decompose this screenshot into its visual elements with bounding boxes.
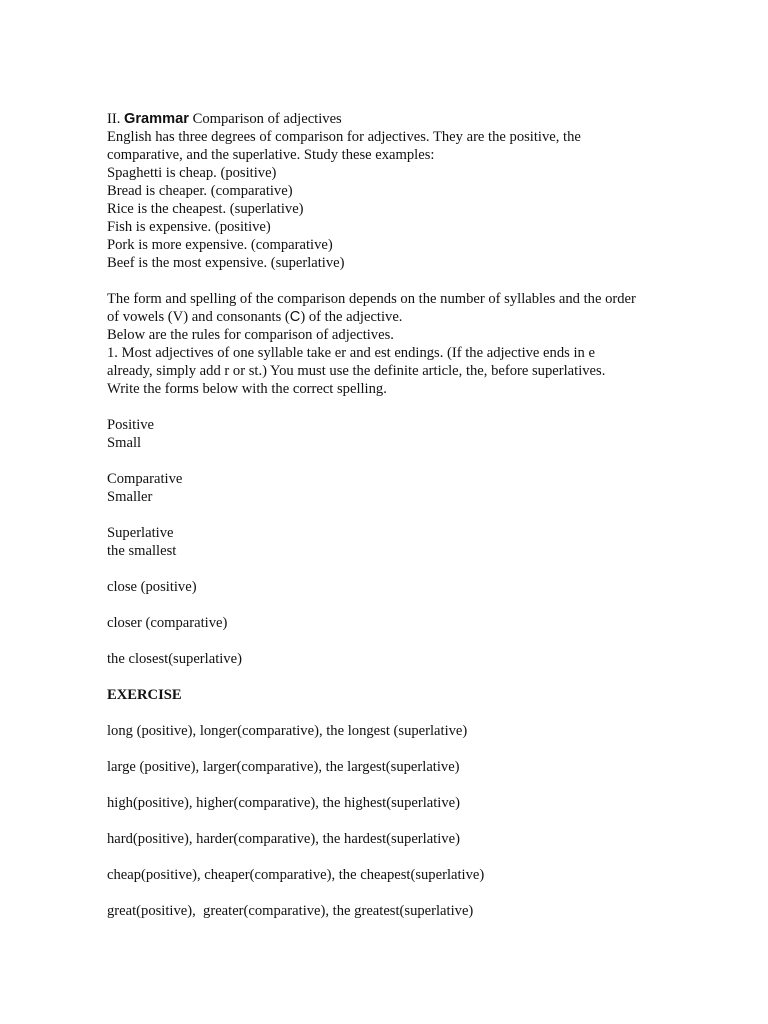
spacer [107,848,667,866]
section-heading [107,110,667,128]
document-page [107,110,667,920]
example-line: Pork is more expensive. (comparative) [107,237,333,253]
spacer [107,740,667,758]
rules-line: 1. Most adjectives of one syllable take er and est endings. (If the adjective ends in e [107,345,595,361]
example-line: Spaghetti is cheap. (positive) [107,165,277,181]
exercise-item: high(positive), higher(comparative), the highest(superlative) [107,795,460,811]
heading-bold-word: Grammar [124,111,189,127]
exercise-item: great(positive), greater(comparative), the greatest(superlative) [107,903,474,919]
superlative-value: the smallest [107,543,177,559]
exercise-title: EXERCISE [107,687,182,703]
spacer [107,272,667,290]
spacer [107,632,667,650]
rules-line: already, simply add r or st.) You must use the definite article, the, before superlatives. [107,363,606,379]
example-line: Rice is the cheapest. (superlative) [107,201,304,217]
rules-line2-c: C [289,309,301,325]
intro-line: English has three degrees of comparison for adjectives. They are the positive, the [107,129,581,145]
rules-line: The form and spelling of the comparison depends on the number of syllables and the order [107,291,636,307]
close-form-line: closer (comparative) [107,615,228,631]
exercise-item: large (positive), larger(comparative), the largest(superlative) [107,759,460,775]
rules-line: Below are the rules for comparison of adjectives. [107,327,394,343]
spacer [107,560,667,578]
comparative-value: Smaller [107,489,153,505]
heading-rest: Comparison of adjectives [188,111,342,127]
close-form-line: close (positive) [107,579,197,595]
spacer [107,452,667,470]
exercise-item: hard(positive), harder(comparative), the hardest(superlative) [107,831,460,847]
example-line: Fish is expensive. (positive) [107,219,271,235]
spacer [107,812,667,830]
spacer [107,668,667,686]
spacer [107,884,667,902]
spacer [107,398,667,416]
rules-line: Write the forms below with the correct spelling. [107,381,387,397]
close-form-line: the closest(superlative) [107,651,242,667]
heading-prefix: II. [107,111,125,127]
rules-line2-suffix: ) of the adjective. [300,309,403,325]
positive-label: Positive [107,417,155,433]
spacer [107,704,667,722]
example-line: Bread is cheaper. (comparative) [107,183,293,199]
superlative-label: Superlative [107,525,174,541]
exercise-item: long (positive), longer(comparative), the longest (superlative) [107,723,468,739]
comparative-label: Comparative [107,471,183,487]
spacer [107,776,667,794]
spacer [107,506,667,524]
intro-line: comparative, and the superlative. Study these examples: [107,147,435,163]
spacer [107,596,667,614]
rules-line [107,308,667,326]
example-line: Beef is the most expensive. (superlative) [107,255,345,271]
rules-line2-prefix: of vowels (V) and consonants ( [107,309,290,325]
positive-value: Small [107,435,142,451]
exercise-item: cheap(positive), cheaper(comparative), the cheapest(superlative) [107,867,485,883]
